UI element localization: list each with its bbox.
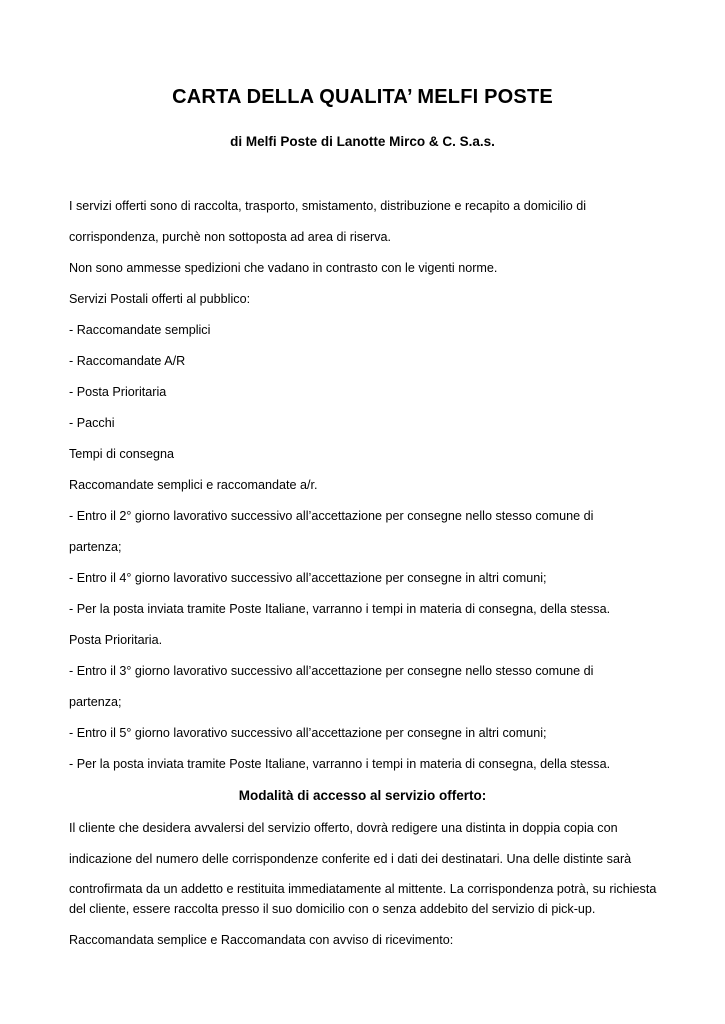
list-item: - Per la posta inviata tramite Poste Italiane, varranno i tempi in materia di consegna, della stessa. — [69, 757, 611, 771]
page-subtitle: di Melfi Poste di Lanotte Mirco & C. S.a.s. — [230, 134, 495, 149]
body-line: Raccomandate semplici e raccomandate a/r. — [69, 478, 318, 492]
list-item: - Entro il 4° giorno lavorativo successivo all’accettazione per consegne in altri comuni; — [69, 571, 547, 585]
body-line: del cliente, essere raccolta presso il suo domicilio con o senza addebito del servizio di pick-up. — [69, 902, 596, 916]
body-line: Tempi di consegna — [69, 447, 175, 461]
body-line: partenza; — [69, 695, 122, 709]
body-line: Raccomandata semplice e Raccomandata con avviso di ricevimento: — [69, 933, 454, 947]
body-line: Il cliente che desidera avvalersi del servizio offerto, dovrà redigere una distinta in doppia copia con — [69, 821, 618, 835]
body-line: controfirmata da un addetto e restituita immediatamente al mittente. La corrispondenza potrà, su richiesta — [69, 882, 657, 896]
list-item: - Raccomandate semplici — [69, 323, 211, 337]
list-item: - Entro il 3° giorno lavorativo successivo all’accettazione per consegne nello stesso comune di — [69, 664, 594, 678]
section-heading: Modalità di accesso al servizio offerto: — [238, 788, 487, 803]
body-line: Posta Prioritaria. — [69, 633, 163, 647]
list-item: - Raccomandate A/R — [69, 354, 186, 368]
list-item: - Posta Prioritaria — [69, 385, 167, 399]
list-item: - Entro il 2° giorno lavorativo successivo all’accettazione per consegne nello stesso comune di — [69, 509, 594, 523]
body-line: indicazione del numero delle corrispondenze conferite ed i dati dei destinatari. Una delle distinte sarà — [69, 852, 632, 866]
page-title: CARTA DELLA QUALITA’ MELFI POSTE — [172, 86, 553, 108]
body-line: I servizi offerti sono di raccolta, trasporto, smistamento, distribuzione e recapito a domicilio di — [69, 199, 587, 213]
list-item: - Entro il 5° giorno lavorativo successivo all’accettazione per consegne in altri comuni; — [69, 726, 547, 740]
body-line: Non sono ammesse spedizioni che vadano in contrasto con le vigenti norme. — [69, 261, 498, 275]
body-line: partenza; — [69, 540, 122, 554]
list-item: - Per la posta inviata tramite Poste Italiane, varranno i tempi in materia di consegna, della stessa. — [69, 602, 611, 616]
body-line: Servizi Postali offerti al pubblico: — [69, 292, 251, 306]
list-item: - Pacchi — [69, 416, 115, 430]
body-line: corrispondenza, purchè non sottoposta ad area di riserva. — [69, 230, 392, 244]
